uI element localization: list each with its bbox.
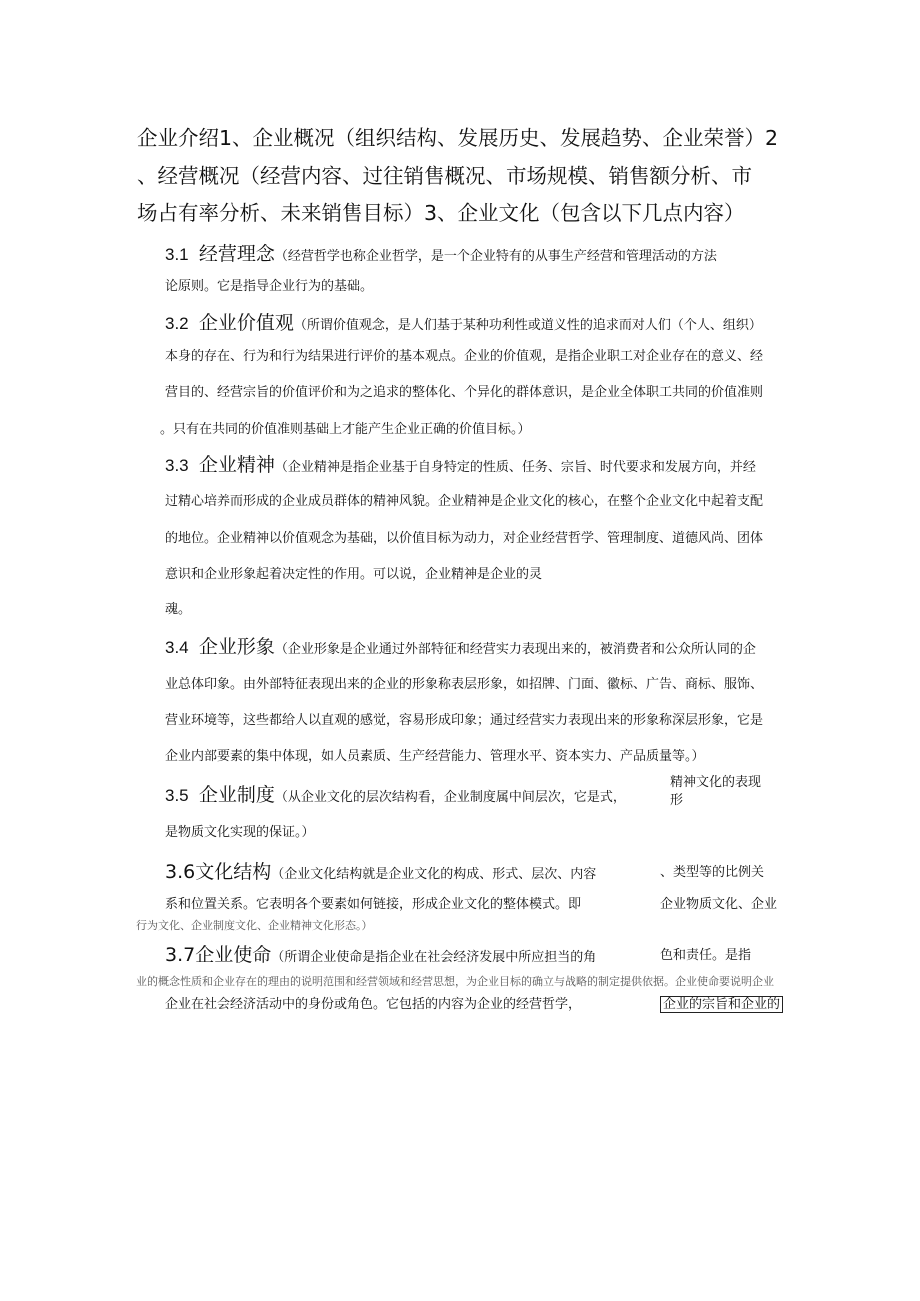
side-text: 形 <box>670 793 684 808</box>
paragraph-line: 业总体印象。由外部特征表现出来的企业的形象称表层形象，如招牌、门面、徽标、广告、商标、服饰、 <box>165 677 764 692</box>
small-line: 行为文化、企业制度文化、企业精神文化形态。） <box>136 919 373 932</box>
paragraph-line: 意识和企业形象起着决定性的作用。可以说，企业精神是企业的灵 <box>165 567 543 582</box>
paragraph-line: 论原则。它是指导企业行为的基础。 <box>165 279 374 294</box>
paragraph-line: 本身的存在、行为和行为结果进行评价的基本观点。企业的价值观，是指企业职工对企业存在的意义、经 <box>165 349 764 364</box>
intro-line-3: 场占有率分析、未来销售目标）3、企业文化（包含以下几点内容） <box>137 201 745 225</box>
intro-line-2: 、经营概况（经营内容、过往销售概况、市场规模、销售额分析、市 <box>137 164 752 188</box>
paragraph-line: 企业在社会经济活动中的身份或角色。它包括的内容为企业的经营哲学， <box>165 997 582 1012</box>
section-3-3-heading: 3.3 企业精神（企业精神是指企业基于自身特定的性质、任务、宗旨、时代要求和发展方向，并经 <box>165 454 756 476</box>
paragraph-line: 的地位。企业精神以价值观念为基础，以价值目标为动力，对企业经营哲学、管理制度、道德风尚、团体 <box>165 531 764 546</box>
section-3-7-heading: 3.7企业使命（所谓企业使命是指企业在社会经济发展中所应担当的角 <box>165 944 597 966</box>
section-3-5-heading: 3.5 企业制度（从企业文化的层次结构看，企业制度属中间层次，它是式， <box>165 784 626 806</box>
paragraph-line: 企业内部要素的集中体现，如人员素质、生产经营能力、管理水平、资本实力、产品质量等。） <box>165 749 705 764</box>
paragraph-line: 。只有在共同的价值准则基础上才能产生企业正确的价值目标。） <box>160 422 531 437</box>
paragraph-line: 是物质文化实现的保证。） <box>165 825 315 840</box>
intro-line-1: 企业介绍1、企业概况（组织结构、发展历史、发展趋势、企业荣誉）2 <box>137 126 779 150</box>
paragraph-line: 魂。 <box>165 602 192 617</box>
section-3-6-heading: 3.6文化结构（企业文化结构就是企业文化的构成、形式、层次、内容 <box>165 861 597 883</box>
paragraph-line: 营业环境等，这些都给人以直观的感觉，容易形成印象；通过经营实力表现出来的形象称深层形象，它是 <box>165 713 764 728</box>
overlay-line: 业的概念性质和企业存在的理由的说明范围和经营领域和经营思想，为企业目标的确立与战略的制定提供依据。企业使命要说明企业 <box>136 975 774 988</box>
paragraph-line: 系和位置关系。它表明各个要素如何链接，形成企业文化的整体模式。即 <box>165 897 582 912</box>
side-text: 色和责任。是指 <box>660 948 752 963</box>
paragraph-line: 过精心培养而形成的企业成员群体的精神风貌。企业精神是企业文化的核心，在整个企业文化中起着支配 <box>165 494 764 509</box>
paragraph-line: 营目的、经营宗旨的价值评价和为之追求的整体化、个异化的群体意识，是企业全体职工共同的价值准则 <box>165 385 764 400</box>
section-3-1-heading: 3.1 经营理念（经营哲学也称企业哲学，是一个企业特有的从事生产经营和管理活动的方法 <box>165 243 717 265</box>
side-text: 、类型等的比例关 <box>660 865 765 880</box>
side-text: 精神文化的表现 <box>670 775 762 790</box>
section-3-4-heading: 3.4 企业形象（企业形象是企业通过外部特征和经营实力表现出来的，被消费者和公众所认同的企 <box>165 636 756 658</box>
side-text: 企业物质文化、企业 <box>660 897 778 912</box>
boxed-text: 企业的宗旨和企业的 <box>660 996 783 1013</box>
section-3-2-heading: 3.2 企业价值观（所谓价值观念，是人们基于某种功利性或道义性的追求而对人们（个人、组织） <box>165 312 762 334</box>
